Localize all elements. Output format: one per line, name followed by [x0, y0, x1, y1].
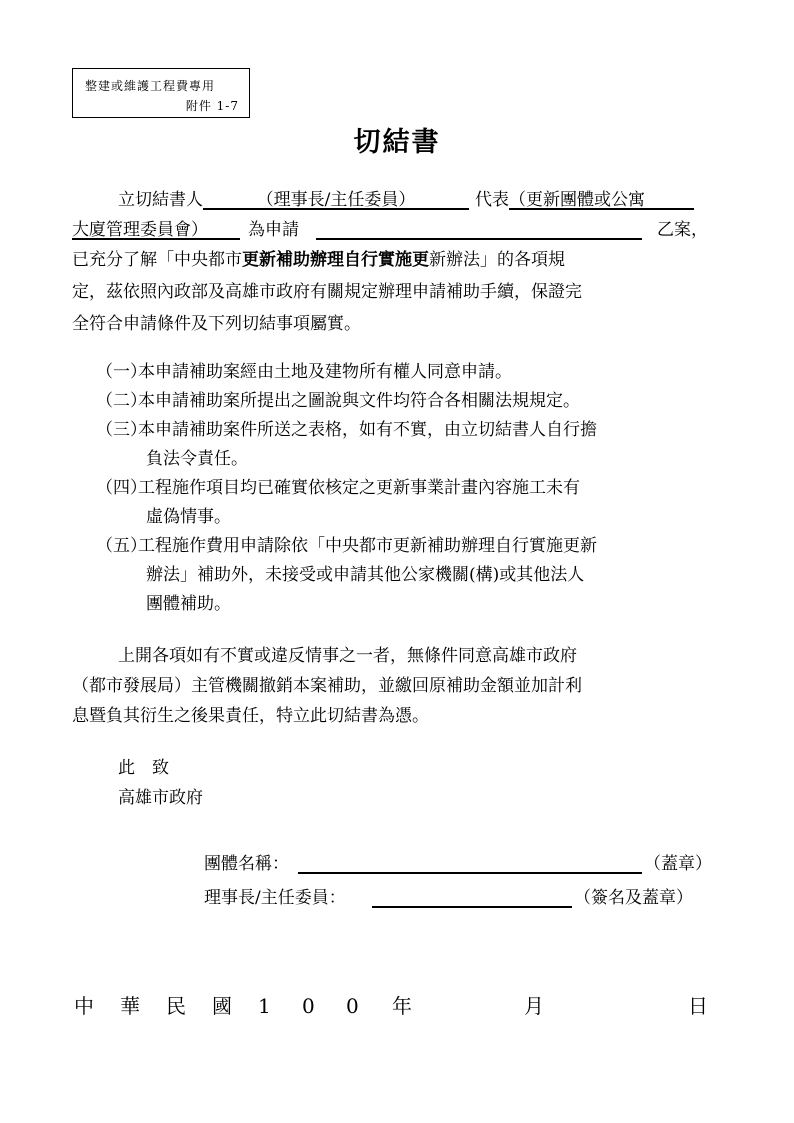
represent-label: 代表 — [475, 190, 509, 210]
body-line-4: 定，茲依照內政部及高雄市政府有關規定辦理申請補助手續，保證完 — [72, 282, 582, 302]
declaration-item — [96, 389, 580, 413]
salutation-recipient: 高雄市政府 — [118, 788, 203, 808]
item-text: 辦法」補助外，未接受或申請其他公家機關(構)或其他法人 — [146, 565, 585, 585]
item-number: （五） — [96, 536, 147, 556]
item-number: （四） — [96, 478, 147, 498]
org-fill-part1: （更新團體或公寓 — [509, 188, 694, 210]
date-year-digit: 0 — [302, 994, 315, 1018]
form-tag-box — [72, 68, 250, 118]
item-number: （三） — [96, 420, 147, 440]
date-year-label: 年 — [392, 994, 412, 1018]
page-title: 切結書 — [353, 127, 441, 158]
item-text: 本申請補助案所提出之圖說與文件均符合各相關法規規定。 — [138, 391, 580, 411]
item-text: 負法令責任。 — [146, 449, 248, 469]
form-tag-line1: 整建或維護工程費專用 — [85, 79, 216, 93]
date-day-label: 日 — [688, 994, 708, 1018]
apply-label: 為申請 — [248, 220, 299, 240]
form-tag-line2: 附件 1-7 — [185, 99, 239, 113]
chair-signature-blank[interactable] — [372, 906, 572, 908]
body-line-5: 全符合申請條件及下列切結事項屬實。 — [72, 314, 361, 334]
declaration-item-continuation — [146, 592, 231, 616]
declarant-label: 立切結書人 — [118, 190, 203, 210]
case-suffix: 乙案， — [657, 220, 708, 240]
role-fill: （理事長/主任委員） — [203, 188, 469, 210]
date-char: 華 — [120, 994, 140, 1018]
date-char: 民 — [166, 994, 186, 1018]
item-text: 本申請補助案件所送之表格，如有不實，由立切結書人自行擔 — [138, 420, 597, 440]
date-char: 中 — [74, 994, 94, 1018]
declaration-item-continuation — [146, 563, 584, 587]
declaration-item-continuation — [146, 505, 231, 529]
chair-label: 理事長/主任委員： — [204, 888, 346, 908]
closing-line-3: 息暨負其衍生之後果責任，特立此切結書為憑。 — [72, 706, 429, 726]
item-text: 本申請補助案經由土地及建物所有權人同意申請。 — [138, 362, 512, 382]
declaration-item — [96, 476, 580, 500]
item-number: （一） — [96, 362, 147, 382]
item-text: 虛偽情事。 — [146, 507, 231, 527]
closing-line-2: （都市發展局）主管機關撤銷本案補助，並繳回原補助金額並加計利 — [72, 676, 582, 696]
date-month-label: 月 — [524, 994, 544, 1018]
org-fill-part2: 大廈管理委員會） — [72, 218, 240, 240]
item-text: 團體補助。 — [146, 594, 231, 614]
declaration-item — [96, 418, 597, 442]
item-text: 工程施作項目均已確實依核定之更新事業計畫內容施工未有 — [138, 478, 580, 498]
body-line-1 — [118, 188, 708, 212]
item-text: 工程施作費用申請除依「中央都市更新補助辦理自行實施更新 — [138, 536, 597, 556]
closing-line-1: 上開各項如有不實或違反情事之一者，無條件同意高雄市政府 — [118, 646, 577, 666]
salutation-line-1: 此 致 — [118, 758, 169, 778]
org-name-blank[interactable] — [298, 872, 642, 874]
date-char: 國 — [212, 994, 232, 1018]
date-year-digit: 0 — [346, 994, 359, 1018]
item-number: （二） — [96, 391, 147, 411]
declaration-item — [96, 360, 512, 384]
org-seal-note: （蓋章） — [644, 854, 712, 874]
declaration-item — [96, 534, 597, 558]
body-line-3: 已充分了解「中央都市更新補助辦理自行實施更新辦法」的各項規 — [72, 250, 565, 270]
date-year-digit: 1 — [258, 994, 271, 1018]
chair-seal-note: （簽名及蓋章） — [574, 888, 693, 908]
case-name-blank — [316, 238, 642, 240]
org-name-label: 團體名稱： — [204, 854, 289, 874]
declaration-item-continuation — [146, 447, 248, 471]
